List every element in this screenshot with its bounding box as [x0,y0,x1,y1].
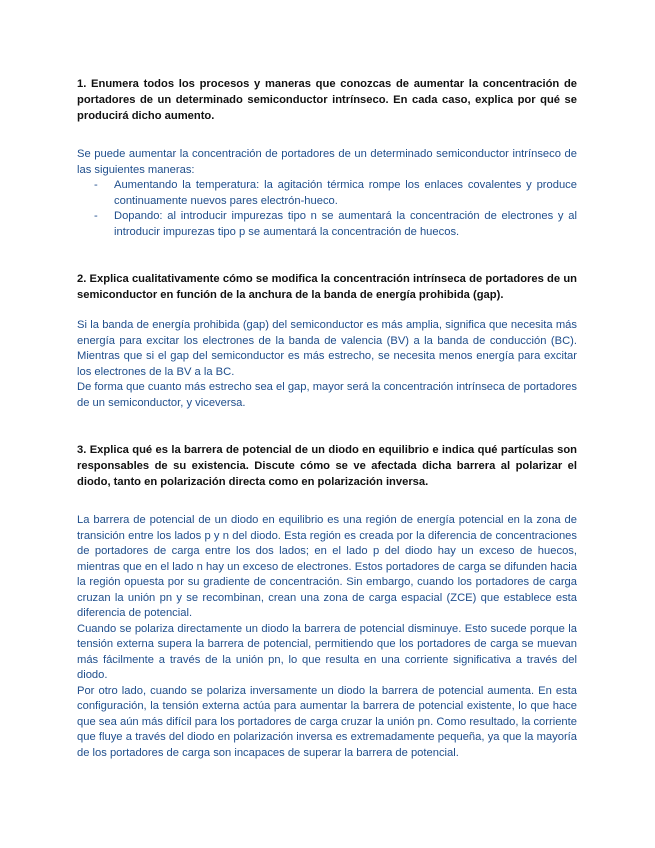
question-3: 3. Explica qué es la barrera de potencial de un diodo en equilibrio e indica qué partículas son responsables de su existencia. Discute cómo se ve afectada dicha barrera al polarizar el diodo, tanto en polarización directa como en polarización inversa. [77,444,577,488]
answer-2-paragraph: De forma que cuanto más estrecho sea el gap, mayor será la concentración intrínseca de portadores de un semiconductor, y viceversa. [77,381,577,409]
list-item [77,178,577,209]
question-2: 2. Explica cualitativamente cómo se modifica la concentración intrínseca de portadores de un semiconductor en función de la anchura de la banda de energía prohibida (gap). [77,273,577,301]
list-item [77,209,577,240]
list-item-text: Aumentando la temperatura: la agitación térmica rompe los enlaces covalentes y produce continuamente nuevos pares electrón-hueco. [114,179,577,207]
answer-3-paragraph: Por otro lado, cuando se polariza inversamente un diodo la barrera de potencial aumenta. En esta configuración, la tensión externa actúa para aumentar la barrera de potencial existente, lo que hace que sea aún más difícil para los portadores de carga cruzar la unión pn. Como resultado, la corriente que fluye a través del diodo en polarización inversa es extremadamente pequeña, ya que la mayoría de los portadores de carga son incapaces de superar la barrera de potencial. [77,684,577,759]
document-page [77,76,577,761]
answer-1-intro: Se puede aumentar la concentración de portadores de un determinado semiconductor intrínseco de las siguientes maneras: [77,148,577,176]
section-1 [77,76,577,240]
list-item-text: Dopando: al introducir impurezas tipo n se aumentará la concentración de electrones y al introducir impurezas tipo p se aumentará la concentración de huecos. [114,210,577,238]
section-2 [77,271,577,411]
answer-3-paragraph: Cuando se polariza directamente un diodo la barrera de potencial disminuye. Esto sucede porque la tensión externa supera la barrera de potencial, permitiendo que los portadores de carga se muevan más fácilmente a través de la unión pn, lo que resulta en una corriente significativa a través del diodo. [77,622,577,681]
answer-3-paragraph: La barrera de potencial de un diodo en equilibrio es una región de energía potencial en la zona de transición entre los lados p y n del diodo. Esta región es creada por la diferencia de concentraciones de portadores de carga entre los dos lados; en el lado p del diodo hay un exceso de huecos, mientras que en el lado n hay un exceso de electrones. Estos portadores de carga se difunden hacia la región opuesta por su gradiente de concentración. Sin embargo, cuando los portadores de carga cruzan la unión pn y se recombinan, crean una zona de carga espacial (ZCE) que establece esta diferencia de potencial. [77,514,577,619]
section-3 [77,442,577,761]
answer-1-list [77,178,577,240]
bullet-dash: - [94,210,98,222]
question-1: 1. Enumera todos los procesos y maneras que conozcas de aumentar la concentración de portadores de un determinado semiconductor intrínseco. En cada caso, explica por qué se producirá dicho aumento. [77,78,577,122]
answer-2-paragraph: Si la banda de energía prohibida (gap) del semiconductor es más amplia, significa que necesita más energía para excitar los electrones de la banda de valencia (BV) a la banda de conducción (BC). Mientras que si el gap del semiconductor es más estrecho, se necesita menos energía para excitar los electrones de la BV a la BC. [77,319,577,378]
bullet-dash: - [94,179,98,191]
